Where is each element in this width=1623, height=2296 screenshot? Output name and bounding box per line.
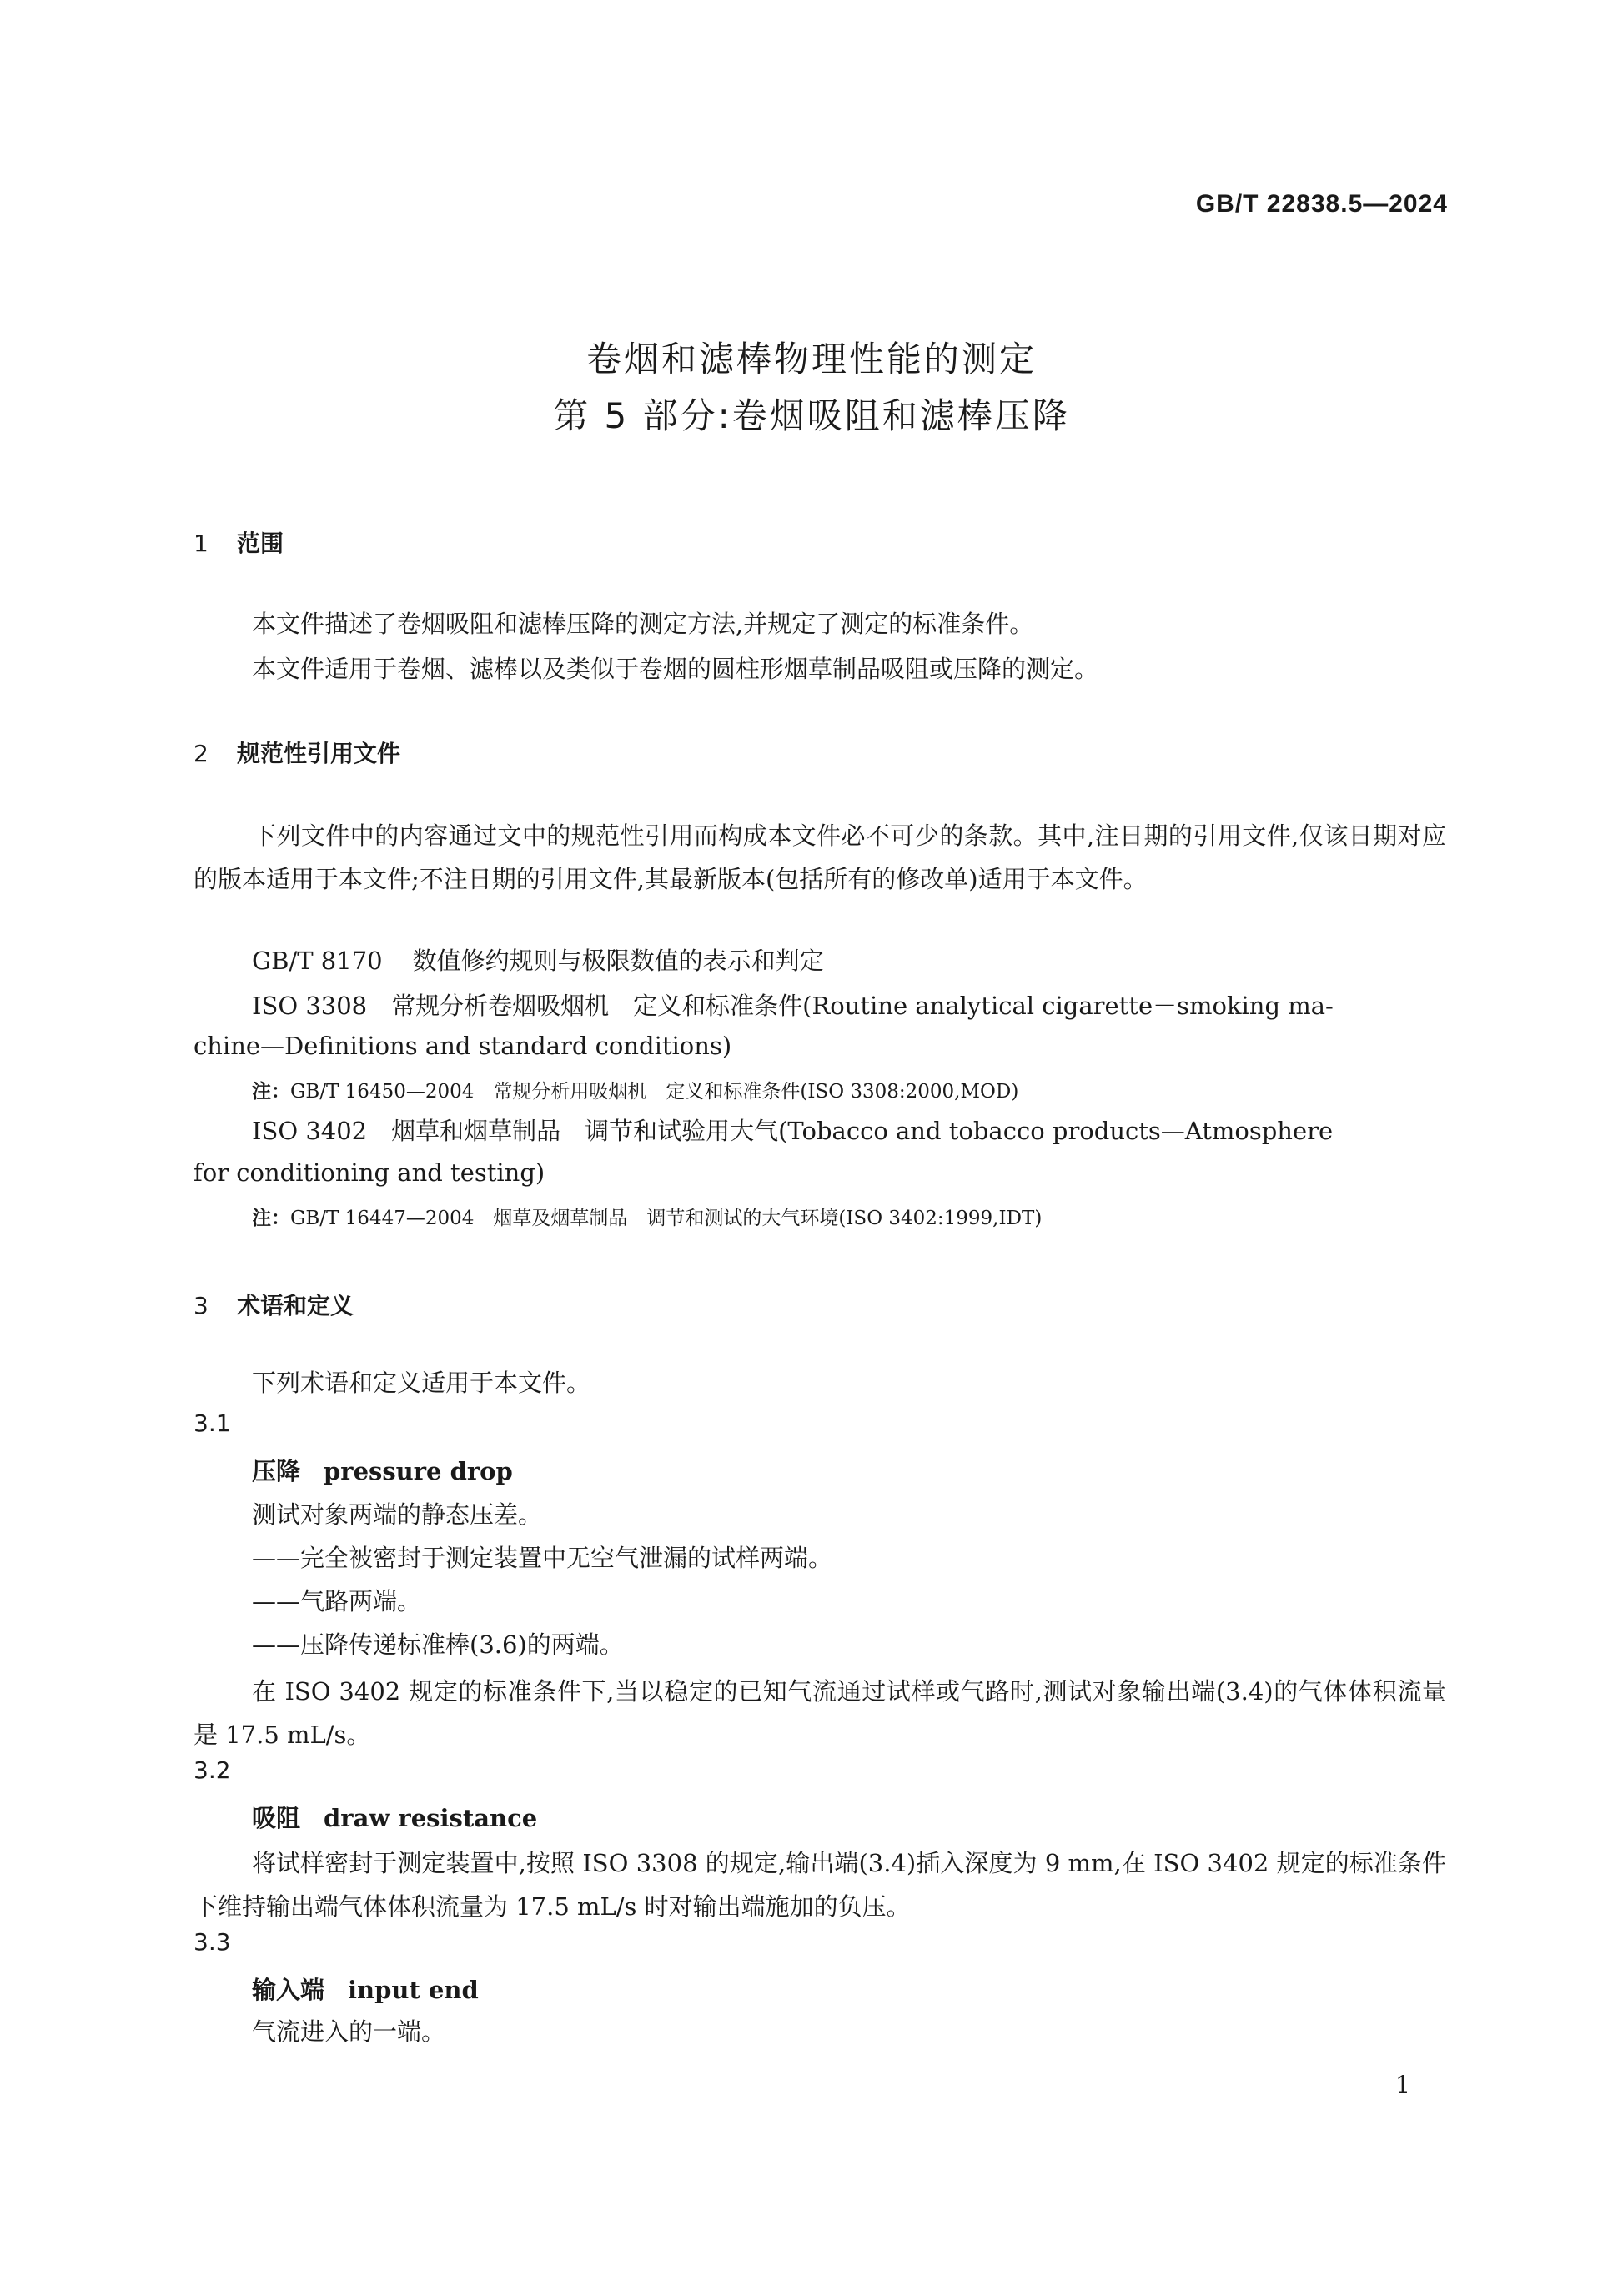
section-number: 3 <box>193 1292 209 1319</box>
scope-paragraph-1: 本文件描述了卷烟吸阻和滤棒压降的测定方法,并规定了测定的标准条件。 <box>252 610 1034 638</box>
term-3-2 <box>252 1800 537 1834</box>
terms-intro: 下列术语和定义适用于本文件。 <box>252 1369 591 1397</box>
note-label: 注： <box>252 1081 290 1103</box>
section-title: 规范性引用文件 <box>237 740 401 767</box>
document-title-line1: 卷烟和滤棒物理性能的测定 <box>585 339 1037 379</box>
term-english: pressure drop <box>324 1457 513 1485</box>
reference-iso3402-line2: for conditioning and testing) <box>193 1158 545 1187</box>
term-number-3-3: 3.3 <box>193 1928 231 1956</box>
reference-iso3402-line1: ISO 3402 烟草和烟草制品 调节和试验用大气(Tobacco and tobacco products—Atmosphere <box>252 1117 1334 1145</box>
note-gbt16447 <box>252 1203 1042 1230</box>
term-3-2-definition: 将试样密封于测定装置中,按照 ISO 3308 的规定,输出端(3.4)插入深度为 9 mm,在 ISO 3402 规定的标准条件下维持输出端气体体积流量为 17.5 mL/s 时对输出端施加的负压。 <box>193 1849 1446 1921</box>
term-3-1-item-3: ——压降传递标准棒(3.6)的两端。 <box>252 1630 624 1659</box>
section-number: 1 <box>193 530 209 557</box>
section-title: 术语和定义 <box>237 1292 354 1319</box>
term-english: draw resistance <box>324 1804 538 1832</box>
term-chinese: 吸阻 <box>252 1804 301 1832</box>
note-text: GB/T 16450—2004 常规分析用吸烟机 定义和标准条件(ISO 3308:2000,MOD) <box>290 1081 1019 1103</box>
reference-gbt8170 <box>252 942 824 977</box>
term-3-1-condition: 在 ISO 3402 规定的标准条件下,当以稳定的已知气流通过试样或气路时,测试对象输出端(3.4)的气体体积流量是 17.5 mL/s。 <box>193 1677 1446 1749</box>
note-gbt16450 <box>252 1076 1018 1103</box>
page-number: 1 <box>1395 2071 1410 2098</box>
term-3-3-definition: 气流进入的一端。 <box>252 2017 446 2046</box>
term-3-1 <box>252 1453 513 1487</box>
section-title: 范围 <box>237 530 284 557</box>
term-number-3-2: 3.2 <box>193 1756 231 1784</box>
term-3-1-item-2: ——气路两端。 <box>252 1587 422 1615</box>
section-3-heading <box>193 1288 354 1321</box>
term-3-1-definition: 测试对象两端的静态压差。 <box>252 1500 543 1529</box>
term-chinese: 压降 <box>252 1457 301 1485</box>
reference-iso3308-line1: ISO 3308 常规分析卷烟吸烟机 定义和标准条件(Routine analytical cigarette－smoking ma- <box>252 992 1334 1020</box>
term-english: input end <box>348 1976 479 2004</box>
section-1-heading <box>193 525 284 559</box>
section-number: 2 <box>193 740 209 767</box>
scope-paragraph-2: 本文件适用于卷烟、滤棒以及类似于卷烟的圆柱形烟草制品吸阻或压降的测定。 <box>252 655 1099 683</box>
document-title-line2: 第 5 部分:卷烟吸阻和滤棒压降 <box>553 395 1070 436</box>
references-intro: 下列文件中的内容通过文中的规范性引用而构成本文件必不可少的条款。其中,注日期的引用文件,仅该日期对应的版本适用于本文件;不注日期的引用文件,其最新版本(包括所有的修改单)适用于本文件。 <box>193 821 1446 893</box>
term-number-3-1: 3.1 <box>193 1409 231 1437</box>
note-label: 注： <box>252 1208 290 1229</box>
reference-code: GB/T 8170 <box>252 947 383 975</box>
note-text: GB/T 16447—2004 烟草及烟草制品 调节和测试的大气环境(ISO 3402:1999,IDT) <box>290 1208 1043 1229</box>
reference-iso3308-line2: chine—Definitions and standard conditions) <box>193 1032 732 1060</box>
standard-number: GB/T 22838.5—2024 <box>1195 190 1448 218</box>
term-3-3 <box>252 1972 479 2006</box>
term-chinese: 输入端 <box>252 1976 325 2004</box>
section-2-heading <box>193 736 400 769</box>
reference-title: 数值修约规则与极限数值的表示和判定 <box>412 947 824 975</box>
term-3-1-item-1: ——完全被密封于测定装置中无空气泄漏的试样两端。 <box>252 1544 833 1572</box>
